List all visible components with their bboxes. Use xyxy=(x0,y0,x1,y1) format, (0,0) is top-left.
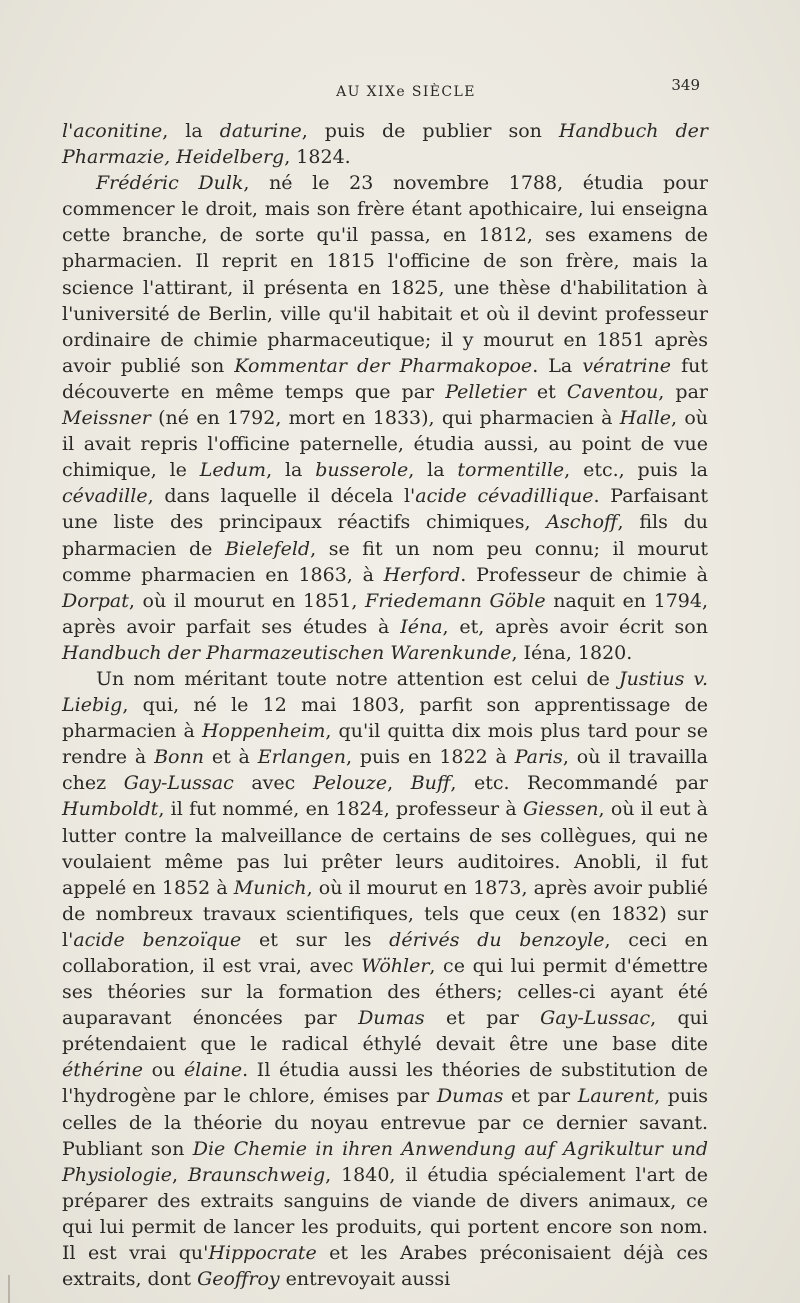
italic-text: Kommentar der Pharmakopoe xyxy=(234,354,533,377)
text-run: , etc. Recommandé par xyxy=(450,772,708,795)
italic-text: Bonn xyxy=(154,746,204,769)
paragraph-1 xyxy=(62,118,708,170)
italic-text: vératrine xyxy=(582,354,671,377)
italic-text: Humboldt xyxy=(62,798,159,821)
text-run: , la xyxy=(162,120,220,142)
body-text xyxy=(62,118,708,1292)
italic-text: Dumas xyxy=(358,1007,425,1030)
italic-text: acide benzoïque xyxy=(73,928,242,951)
running-title: AU XIXe SIÈCLE xyxy=(336,84,476,100)
italic-text: Giessen xyxy=(523,798,599,821)
text-run: , où il eut à lutter contre la malveillance de certains de ses collègues, qui ne voulaient même pas lui prêter leurs auditoires. Anobli, il fut appelé en 1852 à xyxy=(62,798,708,899)
italic-text: Frédéric Dulk xyxy=(96,172,244,195)
text-run: , né le 23 novembre 1788, étudia pour commencer le droit, mais son frère étant apothicaire, lui enseigna cette branche, de sorte qu'il passa, en 1812, ses examens de pharmacien. Il reprit en 1815 l'officine de son frère, mais la science l'attirant, il présenta en 1825, une thèse d'habilitation à l'université de Berlin, ville qu'il habitait et où il devint professeur ordinaire de chimie pharmaceutique; il y mourut en 1851 après avoir publié son xyxy=(62,172,708,377)
italic-text: l'aconitine xyxy=(62,120,163,142)
italic-text: dérivés du benzoyle xyxy=(389,928,605,951)
text-run: , Iéna, 1820. xyxy=(511,641,633,664)
italic-text: Meissner xyxy=(62,407,151,430)
italic-text: Ledum xyxy=(199,459,267,482)
text-run: , etc., puis la xyxy=(564,459,709,482)
text-run: , où il avait repris l'officine paternelle, étudia aussi, au point de vue chimique, le xyxy=(62,407,708,482)
text-run: Un nom méritant toute notre attention est celui de xyxy=(96,667,620,690)
italic-text: Pelletier xyxy=(445,380,526,403)
italic-text: Munich xyxy=(233,876,307,899)
text-run: ou xyxy=(143,1059,184,1082)
text-run: , la xyxy=(266,459,316,482)
italic-text: Braunschweig xyxy=(187,1163,326,1186)
italic-text: Justius v. Liebig xyxy=(62,667,708,717)
italic-text: élaine xyxy=(183,1059,243,1082)
text-run: , 1840, il étudia spécialement l'art de préparer des extraits sanguins de viande de divers animaux, ce qui lui permit de lancer les produits, qui portent encore son nom. Il est vrai qu' xyxy=(62,1163,708,1265)
italic-text: Handbuch der Pharmazeutischen Warenkunde xyxy=(62,641,512,664)
page-number: 349 xyxy=(671,76,700,94)
text-run: , ce qui lui permit d'émettre ses théories sur la formation des éthers; celles-ci ayant été auparavant énoncées par xyxy=(62,955,708,1030)
italic-text: Gay-Lussac xyxy=(540,1007,651,1030)
paragraph-2 xyxy=(62,170,708,666)
text-run: . Il étudia aussi les théories de substitution de l'hydrogène par le chlore, émises par xyxy=(62,1059,708,1108)
italic-text: Friedemann Göble xyxy=(365,589,546,612)
text-run: et par xyxy=(503,1085,578,1108)
italic-text: Iéna xyxy=(400,615,443,638)
text-run: et les Arabes préconisaient déjà ces extraits, dont xyxy=(62,1242,708,1291)
italic-text: Wöhler xyxy=(361,955,430,977)
text-run: . Parfaisant une liste des principaux réactifs chimiques, xyxy=(62,485,708,534)
text-run: et sur les xyxy=(241,928,390,951)
italic-text: éthérine xyxy=(62,1059,144,1082)
text-run: , xyxy=(387,772,411,795)
text-run: , fils du pharmacien de xyxy=(62,511,708,560)
text-run: , puis en 1822 à xyxy=(346,746,515,769)
page-edge-mark xyxy=(8,1275,10,1303)
text-run: , la xyxy=(408,459,458,482)
text-run: et par xyxy=(424,1007,541,1030)
text-run: fut découverte en même temps que par xyxy=(62,354,708,403)
italic-text: Bielefeld xyxy=(224,537,311,560)
text-run: , 1824. xyxy=(284,146,351,169)
italic-text: Halle xyxy=(619,407,672,430)
italic-text: busserole xyxy=(315,459,409,482)
text-run: naquit en 1794, après avoir parfait ses études à xyxy=(62,589,708,638)
text-run: , où il mourut en 1873, après avoir publié de nombreux travaux scientifiques, tels que ceux (en 1832) sur l' xyxy=(62,876,708,951)
text-run: , et, après avoir écrit son xyxy=(442,615,708,638)
text-run: , xyxy=(172,1163,188,1186)
text-run: . Professeur de chimie à xyxy=(460,563,709,586)
italic-text: Die Chemie in ihren Anwendung auf Agrikultur und Physiologie xyxy=(62,1137,708,1186)
italic-text: tormentille xyxy=(457,459,565,482)
text-run: , par xyxy=(658,380,708,403)
italic-text: Erlangen xyxy=(257,746,346,769)
text-run: , ceci en collaboration, il est vrai, avec xyxy=(62,928,709,977)
italic-text: Laurent xyxy=(577,1085,655,1108)
text-run: , se fit un nom peu connu; il mourut comme pharmacien en 1863, à xyxy=(62,537,708,586)
italic-text: Paris xyxy=(514,746,563,769)
paragraph-3 xyxy=(62,666,708,1292)
italic-text: Herford xyxy=(383,563,461,586)
text-run: entrevoyait aussi xyxy=(279,1268,451,1291)
text-run: . La xyxy=(532,354,583,377)
italic-text: Hoppenheim xyxy=(201,720,326,743)
text-run: , puis celles de la théorie du noyau entrevue par ce dernier savant. Publiant son xyxy=(62,1085,708,1160)
italic-text: daturine xyxy=(219,120,302,142)
text-run: , qu'il quitta dix mois plus tard pour se rendre à xyxy=(62,720,708,769)
page-header xyxy=(112,76,700,104)
italic-text: Hippocrate xyxy=(208,1242,317,1265)
italic-text: Handbuch der Pharmazie, Heidelberg xyxy=(62,120,708,169)
text-run: , qui prétendaient que le radical éthylé devait être une base dite xyxy=(62,1007,708,1056)
text-run: , il fut nommé, en 1824, professeur à xyxy=(158,798,523,821)
text-run: et xyxy=(525,380,567,403)
italic-text: Pelouze xyxy=(312,772,388,795)
text-run: avec xyxy=(233,772,313,795)
text-run: et à xyxy=(203,746,258,769)
text-run: , qui, né le 12 mai 1803, parfit son apprentissage de pharmacien à xyxy=(62,694,708,743)
italic-text: Dorpat xyxy=(62,589,129,612)
italic-text: acide cévadillique xyxy=(415,485,594,508)
text-run: , où il travailla chez xyxy=(62,746,708,795)
italic-text: Caventou xyxy=(566,380,659,403)
text-run: , puis de publier son xyxy=(301,120,559,142)
text-run: , dans laquelle il décela l' xyxy=(147,485,416,508)
italic-text: Geoffroy xyxy=(197,1268,280,1291)
text-run: (né en 1792, mort en 1833), qui pharmacien à xyxy=(150,407,620,430)
italic-text: Buff xyxy=(410,772,451,795)
italic-text: Aschoff xyxy=(546,511,618,534)
text-run: , où il mourut en 1851, xyxy=(128,589,366,612)
italic-text: Gay-Lussac xyxy=(123,772,234,795)
italic-text: Dumas xyxy=(436,1085,504,1108)
italic-text: cévadille xyxy=(62,485,148,508)
